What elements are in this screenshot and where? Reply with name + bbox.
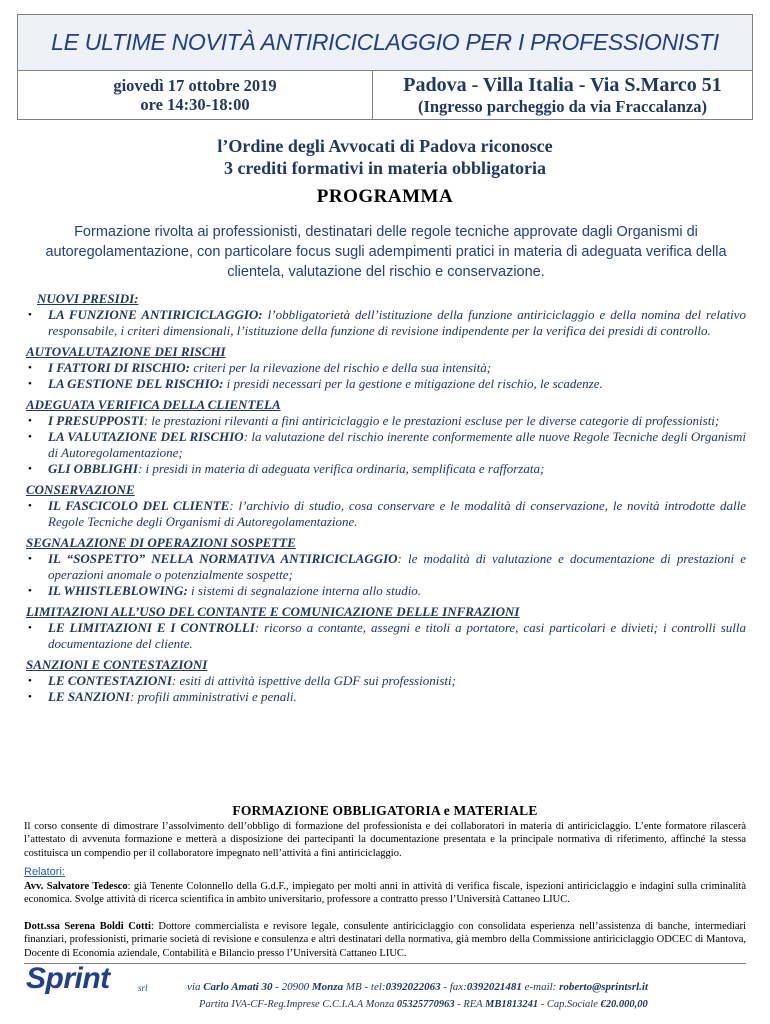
item-text: : le modalità di valutazione e documentazione di prestazioni e operazioni anomale o potenzialmente sospette; — [48, 551, 746, 582]
item-heading: IL WHISTLEBLOWING: — [48, 583, 188, 598]
item-heading: IL FASCICOLO DEL CLIENTE — [48, 498, 230, 513]
event-venue — [373, 71, 752, 119]
list-item — [24, 376, 746, 392]
program-section — [24, 535, 746, 599]
program-section — [24, 344, 746, 392]
speaker-2 — [24, 920, 746, 960]
credits-line-1: l’Ordine degli Avvocati di Padova riconosce — [217, 136, 553, 156]
bullet-icon: • — [28, 362, 32, 374]
bullet-icon: • — [28, 463, 32, 475]
program-section — [24, 397, 746, 477]
item-heading: LA VALUTAZIONE DEL RISCHIO — [48, 429, 244, 444]
event-info-row — [17, 71, 753, 120]
footer-piva: 05325770963 — [396, 999, 455, 1010]
section-title: AUTOVALUTAZIONE DEI RISCHI — [26, 344, 226, 359]
event-date: giovedì 17 ottobre 2019 — [113, 76, 277, 95]
sprint-logo-suffix: srl — [138, 983, 148, 993]
program-section — [24, 604, 746, 652]
list-item — [24, 551, 746, 583]
relatori-label: Relatori: — [24, 866, 65, 878]
program-sections — [24, 291, 746, 710]
footer-legal: Partita IVA-CF-Reg.Imprese C.C.I.A.A Monza 05325770963 - REA MB1813241 - Cap.Sociale €20.000,00 — [199, 999, 648, 1010]
list-item — [24, 583, 746, 599]
program-section — [24, 291, 746, 339]
item-heading: I FATTORI DI RISCHIO: — [48, 360, 190, 375]
item-heading: LE LIMITAZIONI E I CONTROLLI — [48, 620, 255, 635]
item-heading: LA FUNZIONE ANTIRICICLAGGIO: — [48, 307, 263, 322]
list-item — [24, 689, 746, 705]
item-text: criteri per la rilevazione del rischio e della sua intensità; — [189, 360, 492, 375]
section-items — [24, 307, 746, 339]
bullet-icon: • — [28, 553, 32, 565]
footer-rea: MB1813241 — [485, 999, 539, 1010]
credits-notice — [0, 135, 770, 179]
title-banner — [17, 14, 753, 71]
item-text: : esiti di attività ispettive della GDF sui professionisti; — [171, 673, 456, 688]
item-text: l’obbligatorietà dell’istituzione della funzione antiriciclaggio e della nomina del relativo responsabile, i criteri dimensionali, l’istituzione della funzione di revisione indipendente per la verifica dei presidi di controllo. — [48, 307, 746, 338]
section-items — [24, 360, 746, 392]
speaker-1 — [24, 880, 746, 907]
section-title: LIMITAZIONI ALL’USO DEL CONTANTE E COMUNICAZIONE DELLE INFRAZIONI — [26, 604, 520, 619]
sprint-logo: Sprint — [26, 962, 110, 995]
footer-contacts: via Carlo Amati 30 - 20900 Monza MB - tel:0392022063 - fax:0392021481 e-mail: roberto@sprintsrl.it — [187, 981, 649, 993]
footer-fax: 0392021481 — [466, 981, 522, 993]
speaker-bio: : Dottore commercialista e revisore legale, consulente antiriciclaggio con consolidata esperienza nell’assistenza di banche, intermediari finanziari, professionisti, primarie società di revisione e consulenza e altri destinatari della normativa, già membro della Commissione antiriciclaggio ODCEC di Mantova, Docente di Economia aziendale, Contabilità e Bilancio presso l’Università Cattaneo LIUC. — [24, 921, 746, 959]
section-items — [24, 551, 746, 599]
item-text: : i presidi in materia di adeguata verifica ordinaria, semplificata e rafforzata; — [137, 461, 545, 476]
item-text: : ricorso a contante, assegni e titoli a portatore, casi particolari e divieti; i controlli sulla documentazione del cliente. — [48, 620, 747, 651]
section-title: NUOVI PRESIDI: — [37, 291, 139, 306]
section-title: CONSERVAZIONE — [26, 482, 135, 497]
list-item — [24, 360, 746, 376]
footer-capital: €20.000,00 — [600, 999, 648, 1010]
list-item — [24, 620, 746, 652]
item-text: i presidi necessari per la gestione e mitigazione del rischio, le scadenze. — [223, 376, 603, 391]
program-section — [24, 482, 746, 530]
footer-divider — [24, 963, 746, 964]
speaker-name: Dott.ssa Serena Boldi Cotti — [24, 921, 151, 932]
credits-line-2: 3 crediti formativi in materia obbligatoria — [223, 158, 547, 178]
section-items — [24, 413, 746, 477]
list-item — [24, 673, 746, 689]
bullet-icon: • — [28, 431, 32, 443]
section-title: ADEGUATA VERIFICA DELLA CLIENTELA — [26, 397, 281, 412]
list-item — [24, 429, 746, 461]
footer-city: Monza — [311, 981, 344, 993]
item-heading: I PRESUPPOSTI — [48, 413, 144, 428]
section-items — [24, 498, 746, 530]
item-heading: LE CONTESTAZIONI — [48, 673, 172, 688]
formazione-body: Il corso consente di dimostrare l’assolvimento dell’obbligo di formazione del professionista e dei collaboratori in materia di antiriciclaggio. L’ente formatore rilascerà l’attestato di avvenuta formazione e metterà a disposizione dei partecipanti la documentazione presentata e la principale normativa di riferimento, affinché la stessa costituisca un compendio per il collaboratore impegnato nell’attività a fini antiriciclaggio. — [24, 821, 746, 859]
event-time: ore 14:30-18:00 — [140, 95, 250, 114]
bullet-icon: • — [28, 622, 32, 634]
speaker-bio: : già Tenente Colonnello della G.d.F., impiegato per molti anni in attività di verifica fiscale, ispezioni antiriciclaggio e indagini sulla criminalità economica. Svolge attività di ricerca scientifica in ambito universitario, professore a contratto presso l’Università Cattaneo LIUC. — [24, 881, 746, 906]
bullet-icon: • — [28, 691, 32, 703]
footer-email-link[interactable]: roberto@sprintsrl.it — [559, 981, 649, 993]
item-text: : l’archivio di studio, cosa conservare e le modalità di conservazione, le novità introdotte dalle Regole Tecniche degli Organismi di Autoregolamentazione. — [48, 498, 746, 529]
section-items — [24, 620, 746, 652]
bullet-icon: • — [28, 585, 32, 597]
speaker-name: Avv. Salvatore Tedesco — [24, 881, 128, 892]
list-item — [24, 413, 746, 429]
item-text: : la valutazione del rischio inerente conformemente alle nuove Regole Tecniche degli Organismi di Autoregolamentazione; — [48, 429, 746, 460]
item-heading: IL “SOSPETTO” NELLA NORMATIVA ANTIRICICLAGGIO — [48, 551, 398, 566]
item-text: : profili amministrativi e penali. — [130, 689, 297, 704]
item-text: i sistemi di segnalazione interna allo studio. — [187, 583, 422, 598]
section-items — [24, 673, 746, 705]
intro-paragraph: Formazione rivolta ai professionisti, destinatari delle regole tecniche approvate dagli Organismi di autoregolamentazione, con particolare focus sugli adempimenti pratici in materia di adeguata verifica della clientela, valutazione del rischio e conservazione. — [45, 224, 727, 280]
section-title: SEGNALAZIONE DI OPERAZIONI SOSPETTE — [26, 535, 296, 550]
program-section — [24, 657, 746, 705]
footer-street: Carlo Amati 30 — [203, 981, 273, 993]
list-item — [24, 498, 746, 530]
item-heading: LA GESTIONE DEL RISCHIO: — [48, 376, 224, 391]
document-title: LE ULTIME NOVITÀ ANTIRICICLAGGIO PER I PROFESSIONISTI — [51, 29, 719, 55]
item-heading: GLI OBBLIGHI — [48, 461, 138, 476]
section-title: SANZIONI E CONTESTAZIONI — [26, 657, 208, 672]
item-text: : le prestazioni rilevanti a fini antiriciclaggio e le prestazioni escluse per le diverse categorie di professionisti; — [143, 413, 720, 428]
bullet-icon: • — [28, 309, 32, 321]
bullet-icon: • — [28, 500, 32, 512]
formazione-heading: FORMAZIONE OBBLIGATORIA e MATERIALE — [232, 803, 538, 818]
event-datetime — [18, 71, 373, 119]
footer-phone[interactable]: 0392022063 — [385, 981, 441, 993]
parking-note: (Ingresso parcheggio da via Fraccalanza) — [417, 97, 708, 116]
item-heading: LE SANZIONI — [48, 689, 130, 704]
programma-heading: PROGRAMMA — [316, 186, 454, 207]
bullet-icon: • — [28, 378, 32, 390]
list-item — [24, 307, 746, 339]
list-item — [24, 461, 746, 477]
bullet-icon: • — [28, 675, 32, 687]
bullet-icon: • — [28, 415, 32, 427]
venue-address: Padova - Villa Italia - Via S.Marco 51 — [403, 74, 722, 96]
